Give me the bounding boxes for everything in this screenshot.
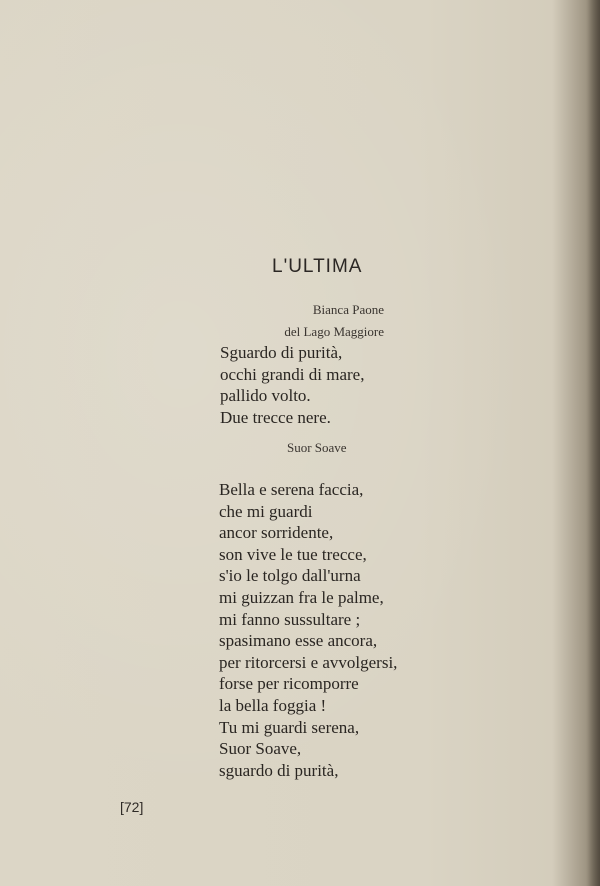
poem-line: ancor sorridente, (219, 523, 334, 543)
epigraph-line: Sguardo di purità, (220, 343, 343, 362)
poem-stanza (219, 479, 397, 781)
dedication (264, 299, 384, 343)
poem-line: sguardo di purità, (219, 760, 339, 780)
epigraph-signature: Suor Soave (287, 440, 347, 455)
poem-line: son vive le tue trecce, (219, 544, 367, 564)
poem-line: spasimano esse ancora, (219, 631, 378, 651)
poem-line: forse per ricomporre (219, 674, 359, 694)
epigraph-line: Due trecce nere. (220, 407, 331, 427)
page-number: [72] (120, 799, 144, 815)
dedication-line-1: Bianca Paone (312, 302, 384, 317)
poem-line: mi fanno sussultare ; (219, 609, 361, 629)
epigraph-line: pallido volto. (220, 386, 311, 406)
page-edge-shadow (586, 0, 600, 886)
poem-line: Tu mi guardi serena, (219, 717, 360, 737)
poem-line: per ritorcersi e avvolgersi, (219, 652, 398, 672)
poem-line: che mi guardi (219, 501, 313, 521)
dedication-line-2: del Lago Maggiore (284, 324, 384, 339)
poem-line: s'io le tolgo dall'urna (219, 566, 361, 586)
poem-line: mi guizzan fra le palme, (219, 587, 384, 607)
poem-title: L'ULTIMA (272, 256, 363, 277)
epigraph-line: occhi grandi di mare, (220, 364, 365, 384)
epigraph-stanza (220, 342, 364, 428)
poem-line: la bella foggia ! (219, 695, 327, 715)
poem-line: Suor Soave, (219, 739, 302, 759)
poem-line: Bella e serena faccia, (219, 480, 364, 499)
